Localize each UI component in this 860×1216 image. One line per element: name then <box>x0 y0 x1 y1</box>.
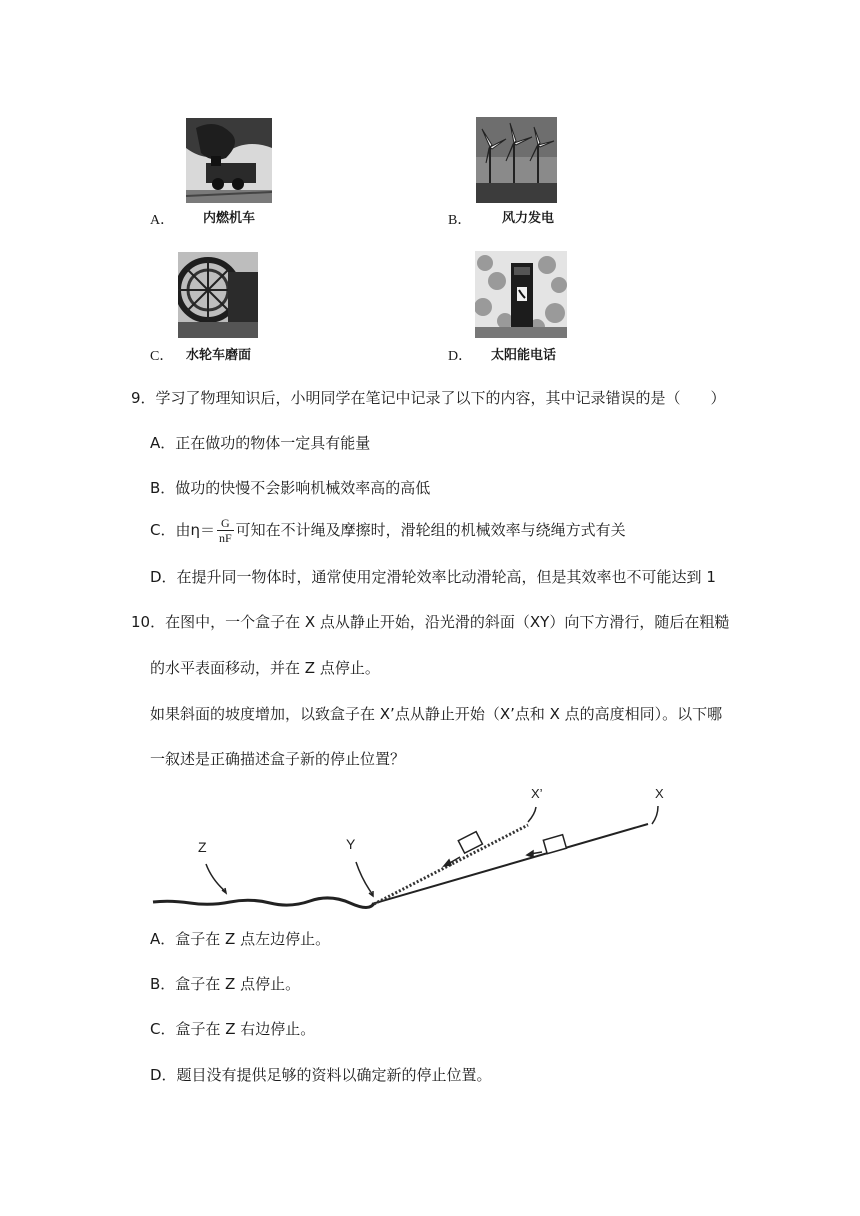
q10-option-b[interactable]: B．盒子在 Z 点停止。 <box>150 975 301 993</box>
q10-option-d[interactable]: D．题目没有提供足够的资料以确定新的停止位置。 <box>150 1066 492 1084</box>
label-x-prime: X’ <box>531 786 543 801</box>
label-x: X <box>655 786 664 801</box>
q10-option-a[interactable]: A．盒子在 Z 点左边停止。 <box>150 930 331 948</box>
option-letter: B． <box>448 213 472 228</box>
q9-option-c-suffix: 可知在不计绳及摩擦时，滑轮组的机械效率与绕绳方式有关 <box>235 521 626 539</box>
q10-stem-line4: 一叙述是正确描述盒子新的停止位置？ <box>150 750 406 768</box>
option-letter: D． <box>448 349 473 364</box>
option-letter: A． <box>150 213 175 228</box>
fraction-numerator: G <box>217 516 234 531</box>
option-caption: 内燃机车 <box>203 211 256 226</box>
q9-option-c[interactable] <box>150 512 626 548</box>
option-caption: 水轮车磨面 <box>186 348 252 363</box>
option-caption: 风力发电 <box>502 211 555 226</box>
option-letter: C． <box>150 349 174 364</box>
q9-option-d[interactable]: D．在提升同一物体时，通常使用定滑轮效率比动滑轮高，但是其效率也不可能达到 1 <box>150 568 716 586</box>
slope-xy <box>372 824 648 904</box>
q9-option-a[interactable]: A．正在做功的物体一定具有能量 <box>150 434 371 452</box>
option-caption: 太阳能电话 <box>491 348 557 363</box>
q9-option-b[interactable]: B．做功的快慢不会影响机械效率高的高低 <box>150 479 431 497</box>
box-on-slope <box>543 835 566 854</box>
label-z: Z <box>198 839 207 855</box>
fraction-denominator: nF <box>218 531 232 545</box>
q10-option-c[interactable]: C．盒子在 Z 右边停止。 <box>150 1020 316 1038</box>
waterwheel-photo <box>178 252 258 338</box>
locomotive-photo <box>186 118 272 203</box>
efficiency-fraction <box>217 516 234 545</box>
q10-stem-line2: 的水平表面移动，并在 Z 点停止。 <box>150 659 380 677</box>
q10-stem-line1: 10．在图中，一个盒子在 X 点从静止开始，沿光滑的斜面（XY）向下方滑行，随后在粗糙 <box>131 613 730 631</box>
rough-surface <box>153 898 374 908</box>
wind-turbine-photo <box>476 117 557 203</box>
solar-phone-photo <box>475 251 567 338</box>
q9-option-c-prefix: C．由η＝ <box>150 521 215 539</box>
label-y: Y <box>346 836 356 852</box>
label-pointers <box>206 806 658 896</box>
q10-stem-line3: 如果斜面的坡度增加，以致盒子在 X’点从静止开始（X’点和 X 点的高度相同）。以下哪 <box>150 705 723 723</box>
incline-figure <box>150 780 680 920</box>
q9-stem: 9．学习了物理知识后，小明同学在笔记中记录了以下的内容，其中记录错误的是（ ） <box>131 389 726 407</box>
